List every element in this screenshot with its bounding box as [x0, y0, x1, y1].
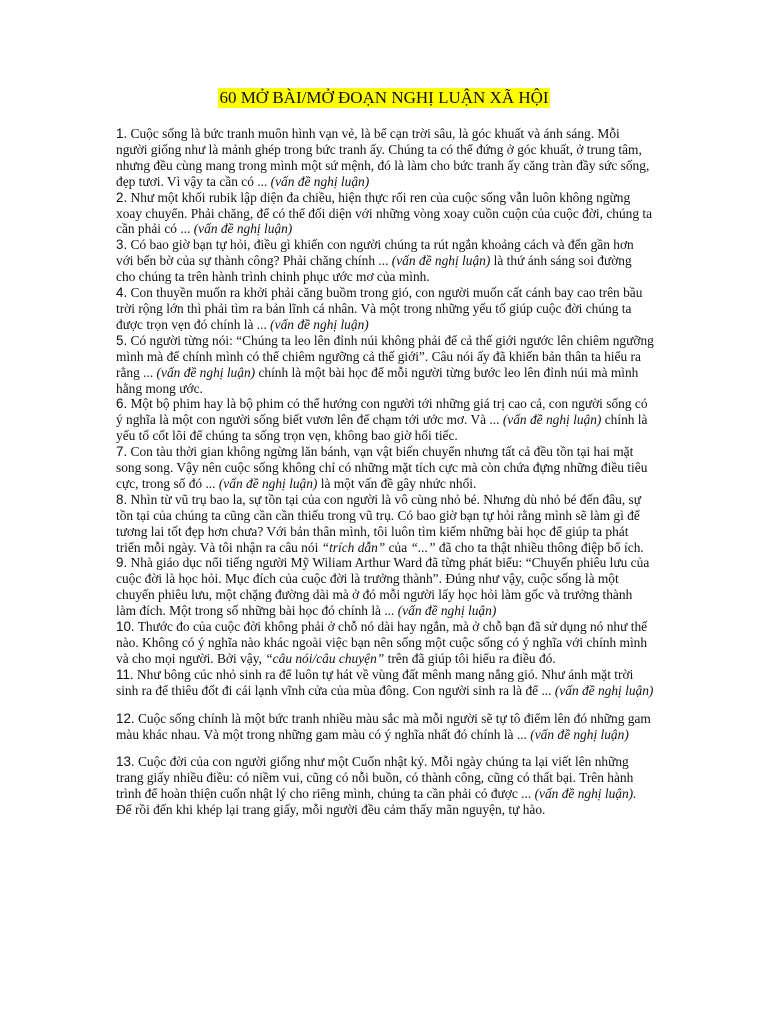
- paragraph-number: 10.: [116, 619, 135, 635]
- placeholder-text: (vấn đề nghị luận): [193, 221, 293, 237]
- placeholder-text: “câu nói/câu chuyện”: [265, 650, 385, 666]
- paragraph-text: Thước đo của cuộc đời không phải ở chỗ nó dài hay ngắn, mà ở chỗ bạn đã sử dụng nó như thế nào. Không có ý nghĩa nào khác ngoài việc bạn nên sống một cuộc sống có ý nghĩa với chính mình và cho mọi người. Bởi vậy,: [116, 619, 648, 666]
- placeholder-text: (vấn đề nghị luận): [156, 364, 256, 380]
- paragraph-text: Cuộc sống chính là một bức tranh nhiều màu sắc mà mỗi người sẽ tự tô điểm lên đó những gam màu khác nhau. Và một trong những gam màu có ý nghĩa nhất đó chính là ...: [116, 710, 651, 742]
- paragraph-text: Con thuyền muốn ra khởi phải căng buồm trong gió, con người muốn cất cánh bay cao trên bầu trời rộng lớn thì phải tìm ra bản lĩnh cá nhân. Và một trong những yếu tố giúp cuộc đời chúng ta được trọn vẹn đó chính là ...: [116, 285, 643, 332]
- paragraph-text: Con tàu thời gian không ngừng lăn bánh, vạn vật biến chuyển nhưng tất cả đều tồn tại hai mặt song song. Vậy nên cuộc sống không chỉ có những mặt tích cực mà còn chứa đựng những điều tiêu cực, trong số đó ...: [116, 444, 648, 491]
- paragraph-number: 13.: [116, 754, 135, 770]
- paragraph-item: [116, 711, 654, 743]
- paragraph-text: Cuộc đời của con người giống như một Cuốn nhật ký. Mỗi ngày chúng ta lại viết lên những trang giấy nhiều điều: có niềm vui, cũng có nỗi buồn, có thành công, cũng có thất bại. Trên hành trình để hoàn thiện cuốn nhật lý cho riêng mình, chúng ta cần phải có được ...: [116, 754, 634, 802]
- paragraph-text: là một vấn đề gây nhức nhối.: [317, 475, 477, 491]
- paragraph-text: Có người từng nói: “Chúng ta leo lên đỉnh núi không phải để cả thế giới ngước lên chiêm ngưỡng mình mà để chính mình có thể chiêm ngưỡng cả thế giới”. Câu nói ấy đã khiến bản thân ta hiểu ra rằng ...: [116, 332, 654, 380]
- paragraph-number: 4.: [116, 285, 128, 301]
- paragraph-item: [116, 285, 654, 333]
- paragraph-number: 9.: [116, 555, 128, 571]
- paragraph-text: của: [385, 539, 411, 555]
- paragraph-item: [116, 444, 654, 492]
- paragraph-text: Nhìn từ vũ trụ bao la, sự tồn tại của con người là vô cùng nhỏ bé. Nhưng dù nhỏ bé đến đâu, sự tồn tại của chúng ta cũng cần cần thiếu trong vũ trụ. Có bao giờ bạn tự hỏi rằng mình sẽ làm gì để tương lai tốt đẹp hơn chưa? Với bản thân mình, tôi luôn tìm kiếm những bài học để giúp ta phát triển mỗi ngày. Và tôi nhận ra câu nói: [116, 491, 641, 555]
- paragraph-number: 12.: [116, 710, 135, 726]
- placeholder-text: “trích dẫn”: [321, 539, 386, 555]
- placeholder-text: (vấn đề nghị luận): [397, 603, 497, 619]
- placeholder-text: (vấn đề nghị luận).: [534, 786, 637, 802]
- paragraph-number: 8.: [116, 491, 128, 507]
- placeholder-text: (vấn đề nghị luận): [530, 726, 629, 742]
- paragraph-number: 7.: [116, 444, 128, 460]
- paragraph-item: [116, 237, 654, 285]
- paragraph-text: Như bông cúc nhỏ sinh ra để luôn tự hát về vùng đất mênh mang nắng gió. Như ánh mặt trời sinh ra để thiêu đốt đi cái lạnh vĩnh cửa của mùa đông. Con người sinh ra là để ...: [116, 666, 634, 698]
- paragraph-item: [116, 754, 654, 818]
- placeholder-text: (vấn đề nghị luận): [270, 316, 369, 332]
- paragraph-text: Nhà giáo dục nổi tiếng người Mỹ Wiliam Arthur Ward đã từng phát biểu: “Chuyến phiêu lưu của cuộc đời là học hỏi. Mục đích của cuộc đời là trưởng thành”. Đúng như vậy, cuộc sống là một chuyến phiêu lưu, một chặng đường dài mà ở đó mỗi người lấy học hỏi làm gốc và trưởng thành làm đích. Một trong số những bài học đó chính là ...: [116, 555, 650, 619]
- paragraph-item: [116, 667, 654, 699]
- paragraph-text: là thứ ánh sáng soi đường cho chúng ta trên hành trình chinh phục ước mơ của mình.: [116, 253, 632, 285]
- paragraph-item: [116, 333, 654, 397]
- paragraph-text: Cuộc sống là bức tranh muôn hình vạn vẻ, là bể cạn trời sâu, là góc khuất và ánh sáng. Mỗi người giống như là mảnh ghép trong bức tranh ấy. Chúng ta có thể đứng ở góc khuất, ở trung tâm, nhưng đều cùng mang trong mình một sứ mệnh, đó là làm cho bức tranh ấy căng tràn đầy sức sống, đẹp tươi. Vì vậy ta cần có ...: [116, 126, 650, 189]
- paragraph-number: 1.: [116, 126, 128, 141]
- paragraph-text: Như một khối rubik lập diện đa chiều, hiện thực rối ren của cuộc sống vẫn luôn không ngừng xoay chuyển. Phải chăng, để có thể đối diện với những vòng xoay cuồn cuộn của cuộc đời, chúng ta cần phải có ...: [116, 189, 653, 237]
- paragraph-number: 5.: [116, 332, 128, 348]
- placeholder-text: (vấn đề nghị luận): [391, 253, 491, 269]
- paragraph-item: [116, 492, 654, 556]
- paragraph-text: chính là yếu tố cốt lõi để chúng ta sống trọn vẹn, không bao giờ hối tiếc.: [116, 412, 648, 444]
- paragraph-number: 6.: [116, 396, 128, 412]
- document-body: [116, 126, 654, 818]
- placeholder-text: (vấn đề nghị luận): [270, 173, 370, 189]
- placeholder-text: (vấn đề nghị luận): [502, 412, 602, 428]
- paragraph-text: trên đã giúp tôi hiểu ra điều đó.: [384, 650, 556, 666]
- page-title: 60 MỞ BÀI/MỞ ĐOẠN NGHỊ LUẬN XÃ HỘI: [219, 88, 549, 107]
- paragraph-text: Để rồi đến khi khép lại trang giấy, mỗi người đều cảm thấy mãn nguyện, tự hào.: [116, 802, 546, 818]
- paragraph-item: [116, 190, 654, 238]
- paragraph-item: [116, 126, 654, 190]
- paragraph-number: 2.: [116, 189, 128, 205]
- paragraph-text: chính là một bài học để mỗi người từng bước leo lên đỉnh núi mà mình hằng mong ước.: [116, 364, 639, 396]
- paragraph-number: 3.: [116, 237, 128, 253]
- paragraph-text: Có bao giờ bạn tự hỏi, điều gì khiến con người chúng ta rút ngắn khoảng cách và đến gần hơn với bến bờ của sự thành công? Phải chăng chính ...: [116, 237, 634, 269]
- paragraph-item: [116, 555, 654, 619]
- placeholder-text: (vấn đề nghị luận): [218, 475, 318, 491]
- paragraph-number: 11.: [116, 666, 134, 682]
- placeholder-text: “...”: [410, 539, 436, 555]
- placeholder-text: (vấn đề nghị luận): [554, 682, 654, 698]
- title-container: [0, 88, 768, 108]
- paragraph-item: [116, 619, 654, 667]
- paragraph-text: đã cho ta thật nhiều thông điệp bổ ích.: [435, 539, 644, 555]
- paragraph-item: [116, 396, 654, 444]
- paragraph-text: Một bộ phim hay là bộ phim có thể hướng con người tới những giá trị cao cả, con người sống có ý nghĩa là một con người sống biết vươn lên để chạm tới ước mơ. Và ...: [116, 396, 648, 428]
